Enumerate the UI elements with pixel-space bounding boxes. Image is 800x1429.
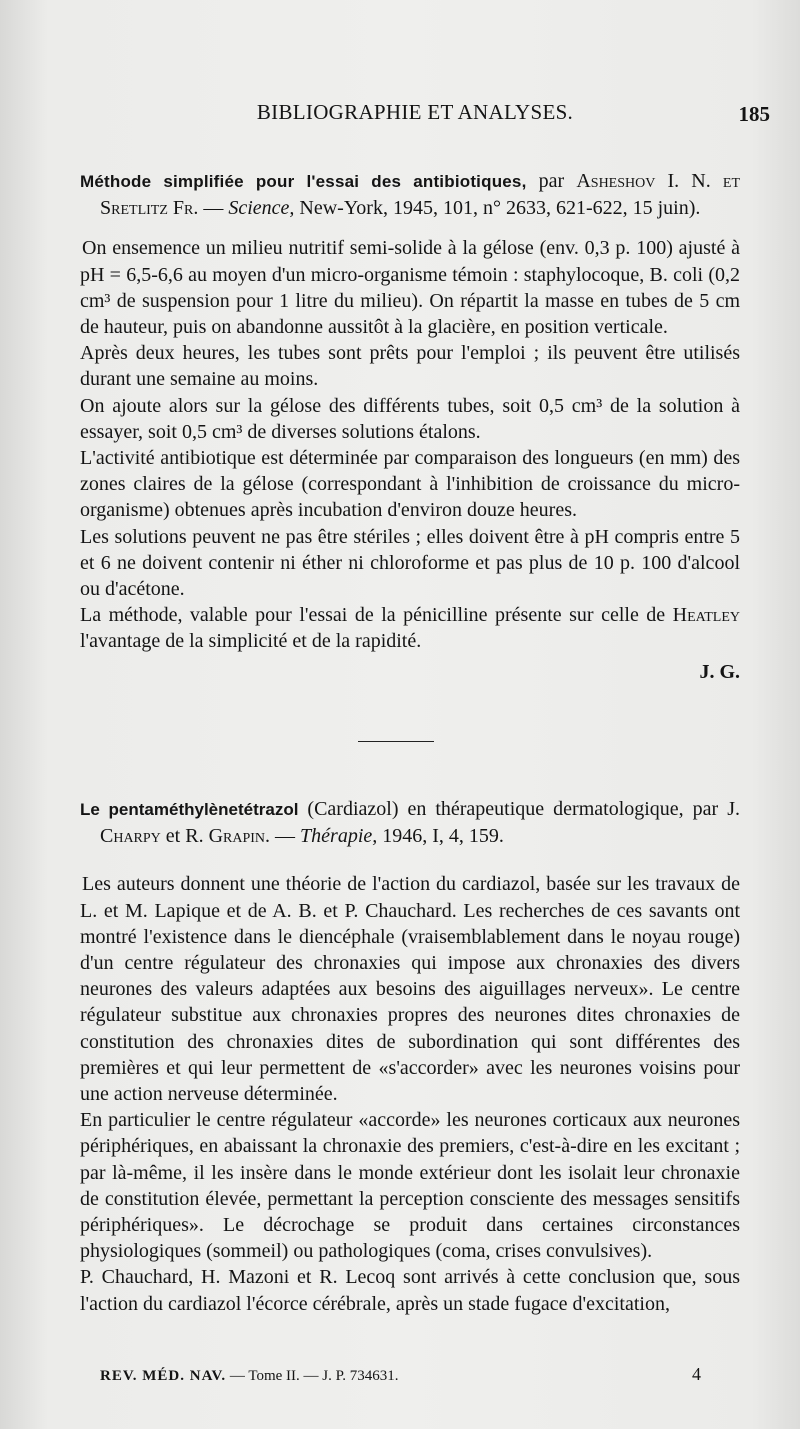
paragraph: Après deux heures, les tubes sont prêts pour l'emploi ; ils peuvent être utilisés durant une semaine au moins. xyxy=(80,342,740,391)
paragraph: En particulier le centre régulateur «accorde» les neurones corticaux aux neurones périphériques, en abaissant la chronaxie des premiers, c'est-à-dire en les excitant ; par là-même, il les insère dans le monde extérieur dont les isolait leur chronaxie de constitution élevée, permettant la perception consciente des messages sensitifs périphériques». Le décrochage se produit dans certaines circonstances physiologiques (sommeil) ou pathologiques (coma, crises convulsives). xyxy=(80,1109,740,1263)
reviewer-signature: J. G. xyxy=(699,660,740,683)
paragraph: La méthode, valable pour l'essai de la pénicilline présente sur celle de Heatley l'avantage de la simplicité et de la rapidité. xyxy=(80,604,740,653)
citation: 1946, I, 4, 159. xyxy=(377,825,504,848)
print-info: — Tome II. — J. P. 734631. xyxy=(226,1368,399,1384)
author-name: R. Grapin. xyxy=(185,825,271,848)
signature-mark: 4 xyxy=(692,1364,701,1384)
journal-name: Science, xyxy=(228,197,295,220)
paragraph: P. Chauchard, H. Mazoni et R. Lecoq sont arrivés à cette conclusion que, sous l'action du cardiazol l'écorce cérébrale, après un stade fugace d'excitation, xyxy=(80,1266,740,1315)
paragraph: On ajoute alors sur la gélose des différents tubes, soit 0,5 cm³ de la solution à essayer, soit 0,5 cm³ de diverses solutions étalons. xyxy=(80,394,740,443)
paragraph: Les solutions peuvent ne pas être stériles ; elles doivent être à pH compris entre 5 et 6 ne doivent contenir ni éther ni chloroforme et pas plus de 10 p. 100 d'alcool ou d'acétone. xyxy=(80,525,740,601)
article-antibiotiques xyxy=(80,168,740,685)
author-name: Heatley xyxy=(672,604,740,627)
running-header xyxy=(60,96,770,132)
author-name: J. Charpy xyxy=(100,798,740,848)
page-number: 185 xyxy=(738,102,770,126)
article-title: Méthode simplifiée pour l'essai des antibiotiques, xyxy=(80,172,527,191)
paragraph: On ensemence un milieu nutritif semi-solide à la gélose (env. 0,3 p. 100) ajusté à pH = 6,5-6,6 au moyen d'un micro-organisme témoin : staphylocoque, B. coli (0,2 cm³ de suspension pour 1 litre du milieu). On répartit la masse en tubes de 5 cm de hauteur, puis on abandonne aussitôt à la glacière, en position verticale. xyxy=(80,237,740,339)
paragraph: L'activité antibiotique est déterminée par comparaison des longueurs (en mm) des zones claires de la gélose (correspondant à l'inhibition de croissance du micro-organisme) obtenues après incubation d'environ douze heures. xyxy=(80,447,740,522)
article-cardiazol xyxy=(80,796,740,1317)
running-title: BIBLIOGRAPHIE ET ANALYSES. xyxy=(256,100,574,124)
citation: New-York, 1945, 101, n° 2633, 621-622, 15 juin). xyxy=(294,197,701,220)
article-authors: Asheshov I. N. et Sretlitz Fr. xyxy=(100,170,740,220)
journal-name: Thérapie, xyxy=(300,825,378,848)
section-divider xyxy=(358,741,434,742)
article-title: Le pentaméthylènetétrazol xyxy=(80,800,299,819)
article-reference: Méthode simplifiée pour l'essai des antibiotiques, par Asheshov I. N. et Sretlitz Fr. — Science, New-York, 1945, 101, n° 2633, 621-622, 15 juin). xyxy=(80,170,740,220)
paragraph: Les auteurs donnent une théorie de l'action du cardiazol, basée sur les travaux de L. et M. Lapique et de A. B. et P. Chauchard. Les recherches de ces savants ont montré l'existence dans le diencéphale (vraisemblablement dans le noyau rouge) d'un centre régulateur des chronaxies qui impose aux chronaxies des divers neurones des valeurs adaptées aux besoins des aiguillages nerveux». Le centre régulateur substitue aux chronaxies propres des neurones dites chronaxies de constitution des chronaxies dites de subordination qui sont différentes des premières et qui leur permettent de «s'accorder» avec les neurones voisins pour une action nerveuse déterminée. xyxy=(80,873,740,1106)
page-footer xyxy=(100,1364,720,1385)
article-reference: Le pentaméthylènetétrazol (Cardiazol) en thérapeutique dermatologique, par J. Charpy et R. Grapin. — Thérapie, 1946, I, 4, 159. xyxy=(80,798,740,848)
publication-name: REV. MÉD. NAV. xyxy=(100,1368,227,1384)
